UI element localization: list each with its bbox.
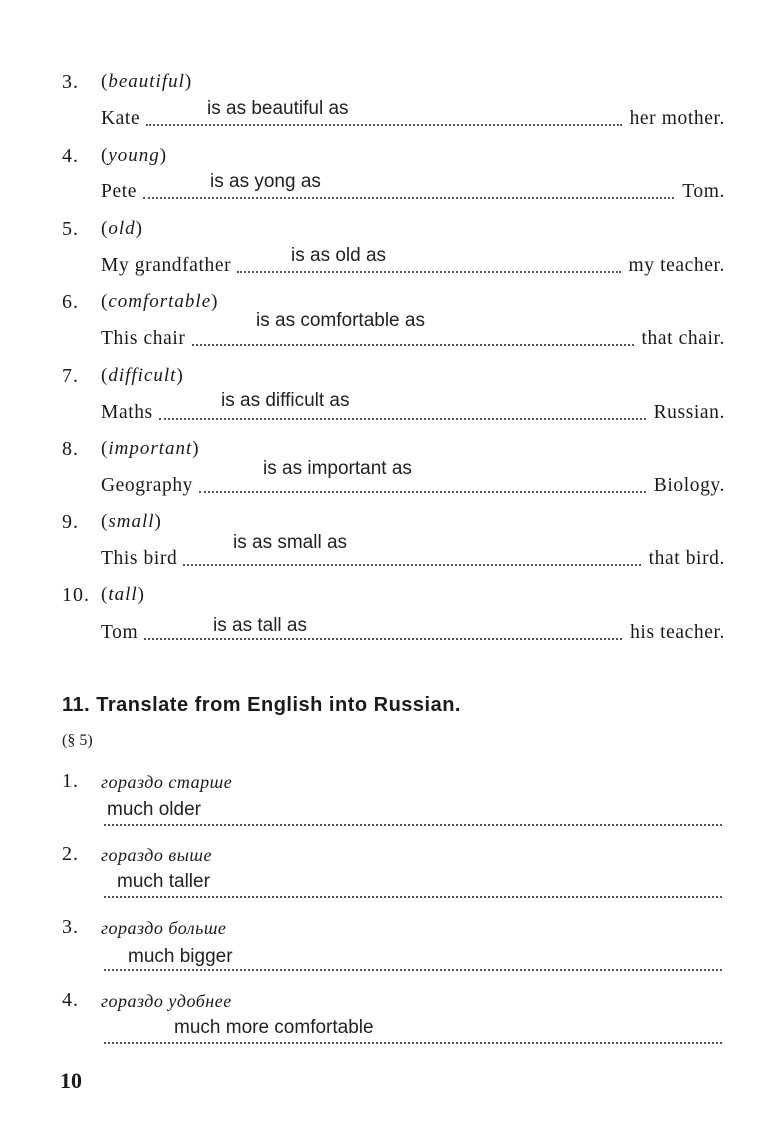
item-number: 3. [62, 71, 79, 93]
sentence-subject: This bird [101, 548, 178, 569]
answer-blank[interactable] [143, 196, 674, 199]
answer-blank[interactable] [183, 563, 640, 566]
item-number: 10. [62, 584, 90, 606]
answer-blank[interactable] [159, 417, 646, 420]
sentence-line [101, 475, 725, 497]
sentence-line [101, 181, 725, 203]
answer-blank[interactable] [192, 343, 634, 346]
russian-phrase: гораздо старше [101, 772, 233, 792]
adjective-hint: (comfortable) [101, 291, 219, 312]
sentence-subject: Tom [101, 622, 139, 643]
handwritten-answer: is as small as [233, 532, 348, 553]
handwritten-answer: is as important as [263, 458, 412, 479]
sentence-subject: Pete [101, 181, 137, 202]
adjective-hint: (important) [101, 438, 200, 459]
section-reference: (§ 5) [62, 732, 93, 749]
adjective-hint: (old) [101, 218, 143, 239]
sentence-subject: This chair [101, 328, 186, 349]
sentence-line [101, 622, 725, 644]
answer-blank[interactable] [199, 490, 646, 493]
adjective: young [108, 145, 160, 166]
adjective: tall [108, 584, 138, 605]
answer-blank[interactable] [144, 637, 622, 640]
russian-phrase: гораздо выше [101, 845, 212, 865]
item-number: 5. [62, 218, 79, 240]
adjective: old [108, 218, 136, 239]
adjective-hint: (young) [101, 145, 168, 166]
answer-blank[interactable] [104, 896, 722, 898]
adjective: small [108, 511, 155, 532]
sentence-subject: Geography [101, 475, 194, 496]
sentence-line [101, 255, 725, 277]
item-number: 3. [62, 916, 79, 938]
handwritten-answer: much taller [117, 871, 210, 892]
sentence-line [101, 108, 725, 130]
russian-phrase: гораздо больше [101, 918, 227, 938]
item-number: 8. [62, 438, 79, 460]
answer-blank[interactable] [104, 969, 722, 971]
sentence-object: Biology. [653, 475, 725, 496]
answer-blank[interactable] [104, 824, 722, 826]
adjective: comfortable [108, 291, 212, 312]
sentence-object: Tom. [682, 181, 725, 202]
sentence-line [101, 328, 725, 350]
sentence-line [101, 548, 725, 570]
item-number: 4. [62, 145, 79, 167]
adjective-hint: (tall) [101, 584, 145, 605]
sentence-subject: Kate [101, 108, 141, 129]
sentence-object: his teacher. [630, 622, 725, 643]
adjective-hint: (difficult) [101, 365, 184, 386]
answer-blank[interactable] [104, 1042, 722, 1044]
sentence-object: her mother. [629, 108, 725, 129]
handwritten-answer: is as tall as [213, 615, 307, 636]
sentence-object: my teacher. [628, 255, 725, 276]
item-number: 1. [62, 770, 79, 792]
adjective-hint: (small) [101, 511, 162, 532]
handwritten-answer: much bigger [128, 946, 233, 967]
handwritten-answer: is as yong as [210, 171, 321, 192]
answer-blank[interactable] [237, 270, 620, 273]
handwritten-answer: is as old as [291, 245, 387, 266]
sentence-subject: My grandfather [101, 255, 232, 276]
russian-phrase: гораздо удобнее [101, 991, 232, 1011]
item-number: 2. [62, 843, 79, 865]
handwritten-answer: is as comfortable as [256, 310, 425, 331]
handwritten-answer: much more comfortable [174, 1017, 374, 1038]
sentence-line [101, 402, 725, 424]
adjective-hint: (beautiful) [101, 71, 193, 92]
adjective: beautiful [108, 71, 185, 92]
sentence-object: that chair. [641, 328, 725, 349]
item-number: 7. [62, 365, 79, 387]
sentence-subject: Maths [101, 402, 153, 423]
handwritten-answer: is as beautiful as [207, 98, 349, 119]
page-number: 10 [60, 1068, 82, 1093]
handwritten-answer: is as difficult as [221, 390, 350, 411]
adjective: important [108, 438, 193, 459]
sentence-object: that bird. [648, 548, 725, 569]
sentence-object: Russian. [653, 402, 725, 423]
adjective: difficult [108, 365, 177, 386]
item-number: 9. [62, 511, 79, 533]
handwritten-answer: much older [107, 799, 201, 820]
item-number: 4. [62, 989, 79, 1011]
exercise-title: 11. Translate from English into Russian. [62, 694, 461, 716]
answer-blank[interactable] [146, 123, 621, 126]
item-number: 6. [62, 291, 79, 313]
